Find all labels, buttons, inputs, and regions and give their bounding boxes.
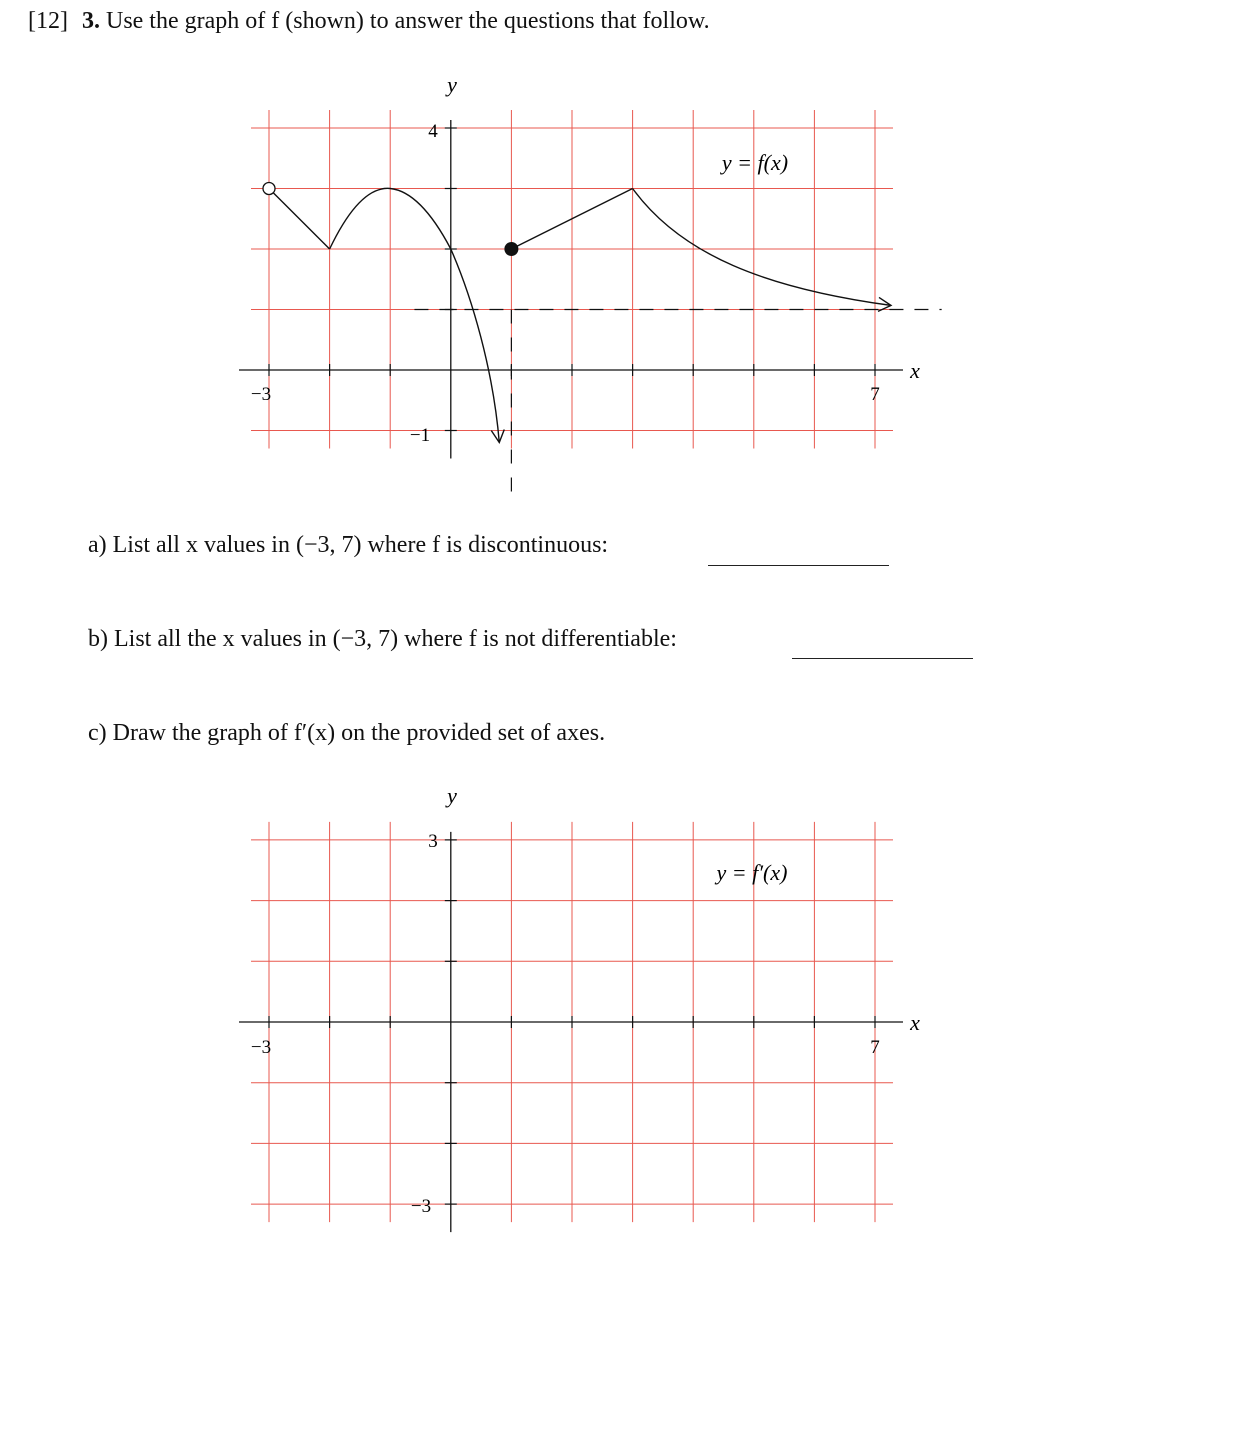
graph-f-grid xyxy=(251,110,893,449)
graph-fprime-tick-y-minus3: −3 xyxy=(410,1196,432,1217)
graph-fprime-x-axis-label: x xyxy=(910,1010,920,1035)
question-prompt: Use the graph of f (shown) to answer the questions that follow. xyxy=(105,8,710,34)
graph-fprime-axes xyxy=(239,832,903,1232)
question-a: a) List all x values in (−3, 7) where f is discontinuous: xyxy=(88,532,609,558)
graph-fprime-curve-label: y = f′(x) xyxy=(716,860,788,885)
graph-f-tick-y-4: 4 xyxy=(428,121,438,142)
graph-fprime-tick-y-3: 3 xyxy=(428,831,438,852)
question-b: b) List all the x values in (−3, 7) where f is not differentiable: xyxy=(88,626,677,652)
graph-f xyxy=(0,0,1244,520)
closed-circle-point xyxy=(505,243,518,256)
answer-line-a[interactable] xyxy=(708,565,889,566)
answer-line-b[interactable] xyxy=(792,658,973,659)
graph-f-curve-label: y = f(x) xyxy=(721,150,789,175)
graph-fprime-y-axis-label: y xyxy=(447,783,457,808)
graph-fprime-tick-x-7: 7 xyxy=(870,1037,880,1058)
graph-f-y-axis-label: y xyxy=(447,72,457,97)
open-circle-point xyxy=(263,183,275,195)
curve-segment-1 xyxy=(269,189,330,250)
graph-fprime[interactable] xyxy=(0,770,1244,1250)
curve-decay xyxy=(633,189,891,306)
question-number: 3. xyxy=(81,8,100,34)
graph-f-tick-x-7: 7 xyxy=(870,384,880,405)
marks-label: [12] xyxy=(28,8,68,34)
graph-f-curve xyxy=(263,183,942,504)
graph-fprime-tick-x-minus3: −3 xyxy=(250,1037,272,1058)
curve-drop xyxy=(451,249,499,443)
graph-f-x-axis-label: x xyxy=(910,358,920,383)
graph-f-tick-x-minus3: −3 xyxy=(250,384,272,405)
question-c: c) Draw the graph of f′(x) on the provided set of axes. xyxy=(88,720,606,746)
graph-f-tick-y-minus1: −1 xyxy=(409,425,431,446)
